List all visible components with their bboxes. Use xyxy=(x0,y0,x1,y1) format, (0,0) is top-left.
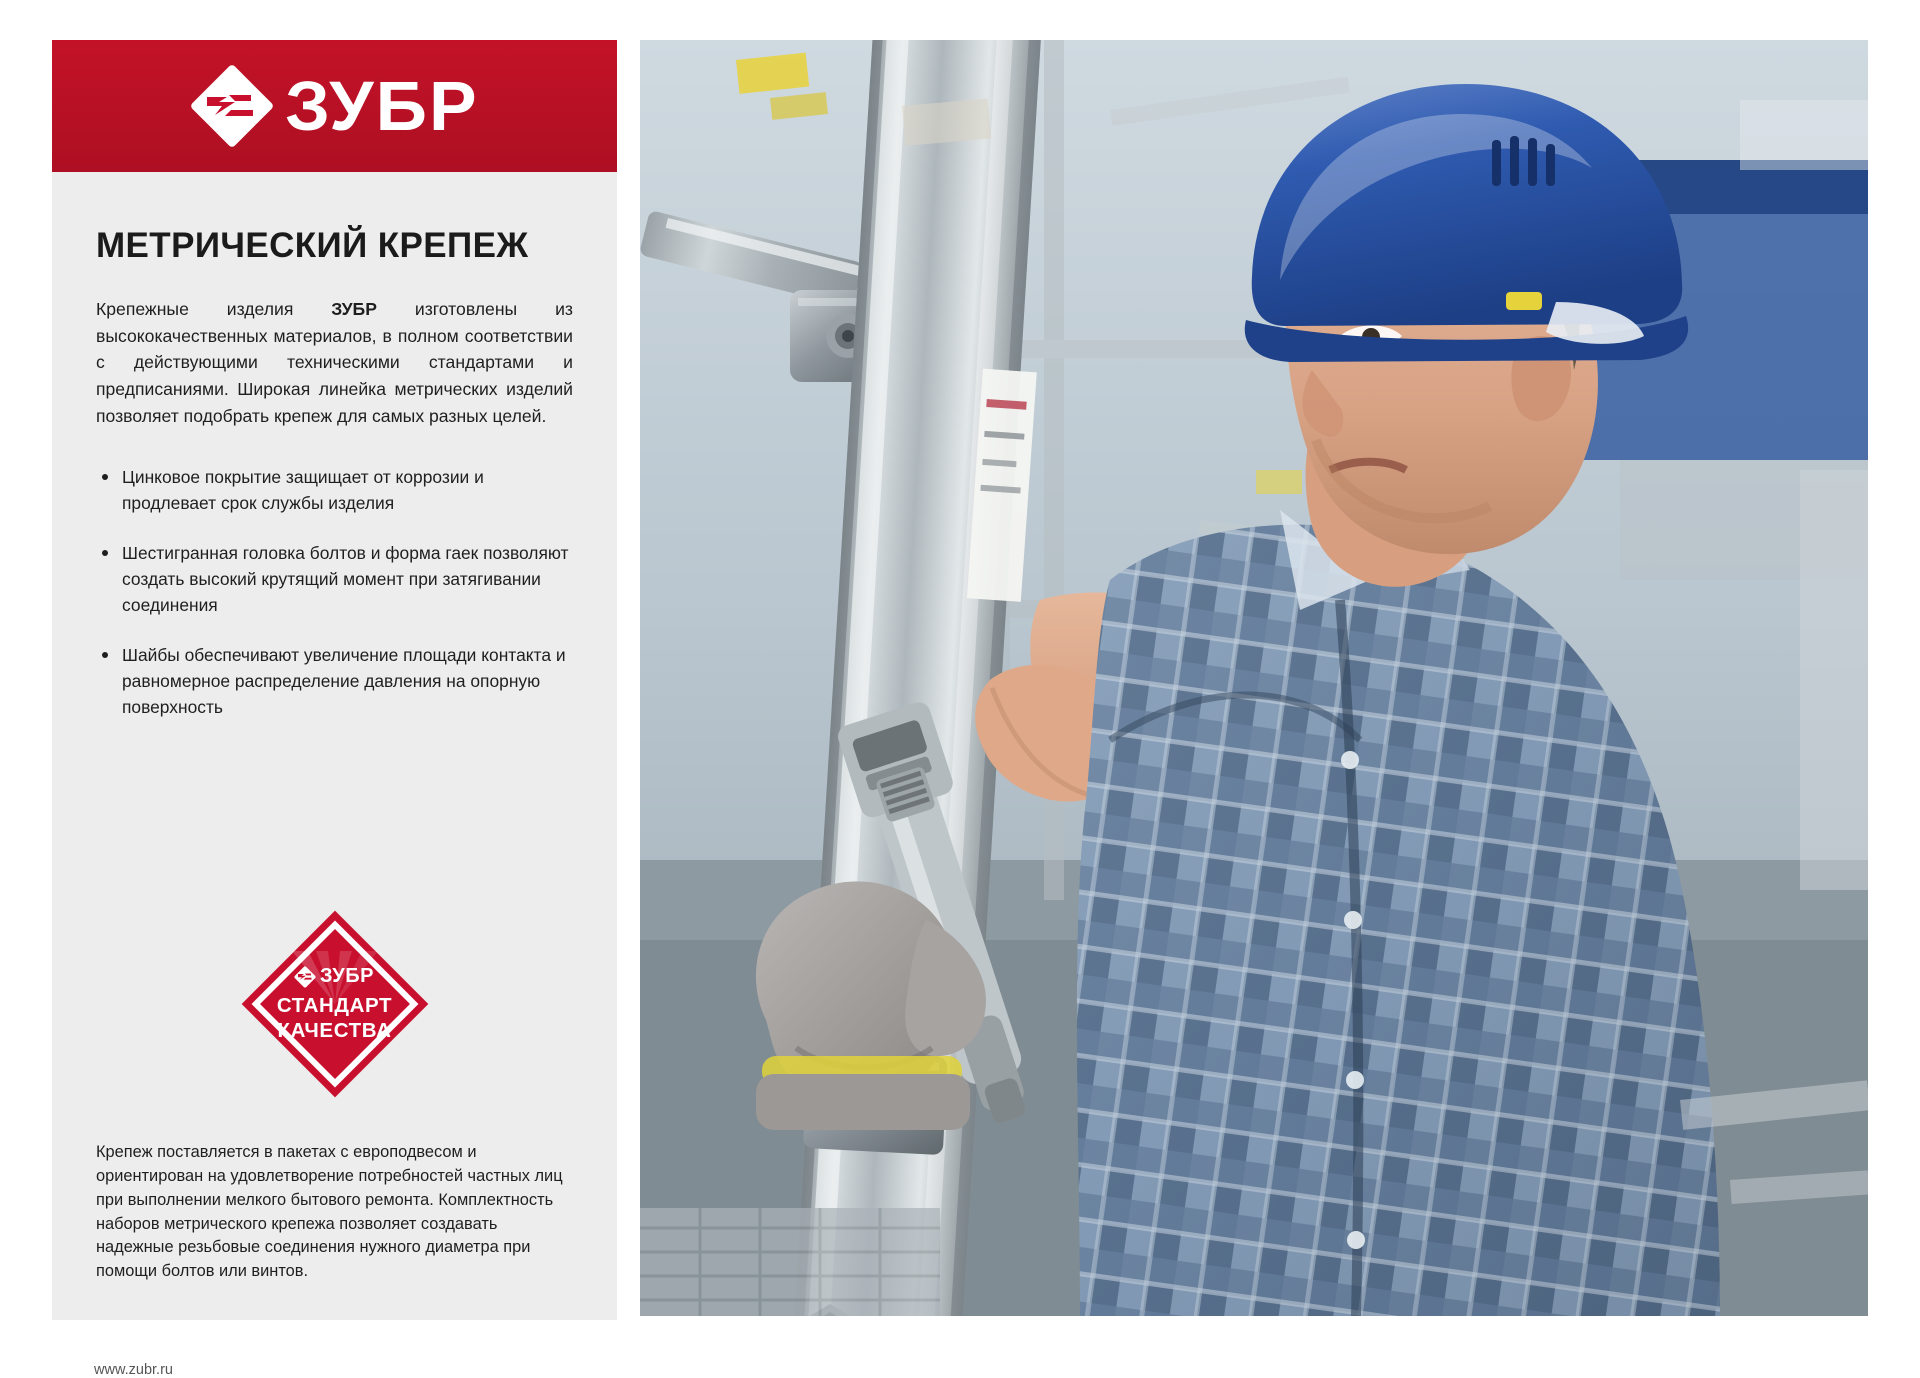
intro-before: Крепежные изделия xyxy=(96,299,332,319)
footer-note: Крепеж поставляется в пакетах с европодвесом и ориентирован на удовлетворение потребностей частных лиц при выполнении мелкого бытового ремонта. Комплектность наборов метрического крепежа позволяет создавать надежные резьбовые соединения нужного диаметра при помощи болтов или винтов. xyxy=(96,1143,563,1281)
badge-brand-name: ЗУБР xyxy=(320,965,374,988)
badge-line-1: СТАНДАРТ xyxy=(276,994,393,1018)
zubr-diamond-arrow-icon xyxy=(295,967,315,987)
badge-brand-row xyxy=(295,965,374,988)
brand-name: ЗУБР xyxy=(284,67,479,145)
list-item: Цинковое покрытие защищает от коррозии и продлевает срок службы изделия xyxy=(98,464,573,516)
quality-standard-seal-icon xyxy=(243,912,427,1096)
worker-tightening-bolt-photo xyxy=(640,40,1868,1316)
website-url: www.zubr.ru xyxy=(94,1362,173,1378)
badge-line-2: КАЧЕСТВА xyxy=(277,1019,392,1042)
feature-list xyxy=(98,464,573,721)
list-item: Шайбы обеспечивают увеличение площади контакта и равномерное распределение давления на опорную поверхность xyxy=(98,642,573,720)
page-title: МЕТРИЧЕСКИЙ КРЕПЕЖ xyxy=(96,226,529,265)
info-panel xyxy=(52,172,617,1320)
zubr-diamond-arrow-icon xyxy=(193,67,271,145)
left-column xyxy=(52,40,617,1378)
intro-after: изготовлены из высококачественных материалов, в полном соответствии с действующими техническими стандартами и предписаниями. Широкая линейка метрических изделий позволяет подобрать крепеж для самых разных целей. xyxy=(96,299,573,426)
brand-logo-block xyxy=(52,40,617,172)
intro-brand: ЗУБР xyxy=(331,299,377,319)
quality-badge-wrapper xyxy=(52,912,617,1096)
brand-logo xyxy=(193,67,477,145)
intro-paragraph xyxy=(96,296,573,430)
list-item: Шестиграннaя головка болтов и форма гаек позволяют создать высокий крутящий момент при затягивании соединения xyxy=(98,540,573,618)
